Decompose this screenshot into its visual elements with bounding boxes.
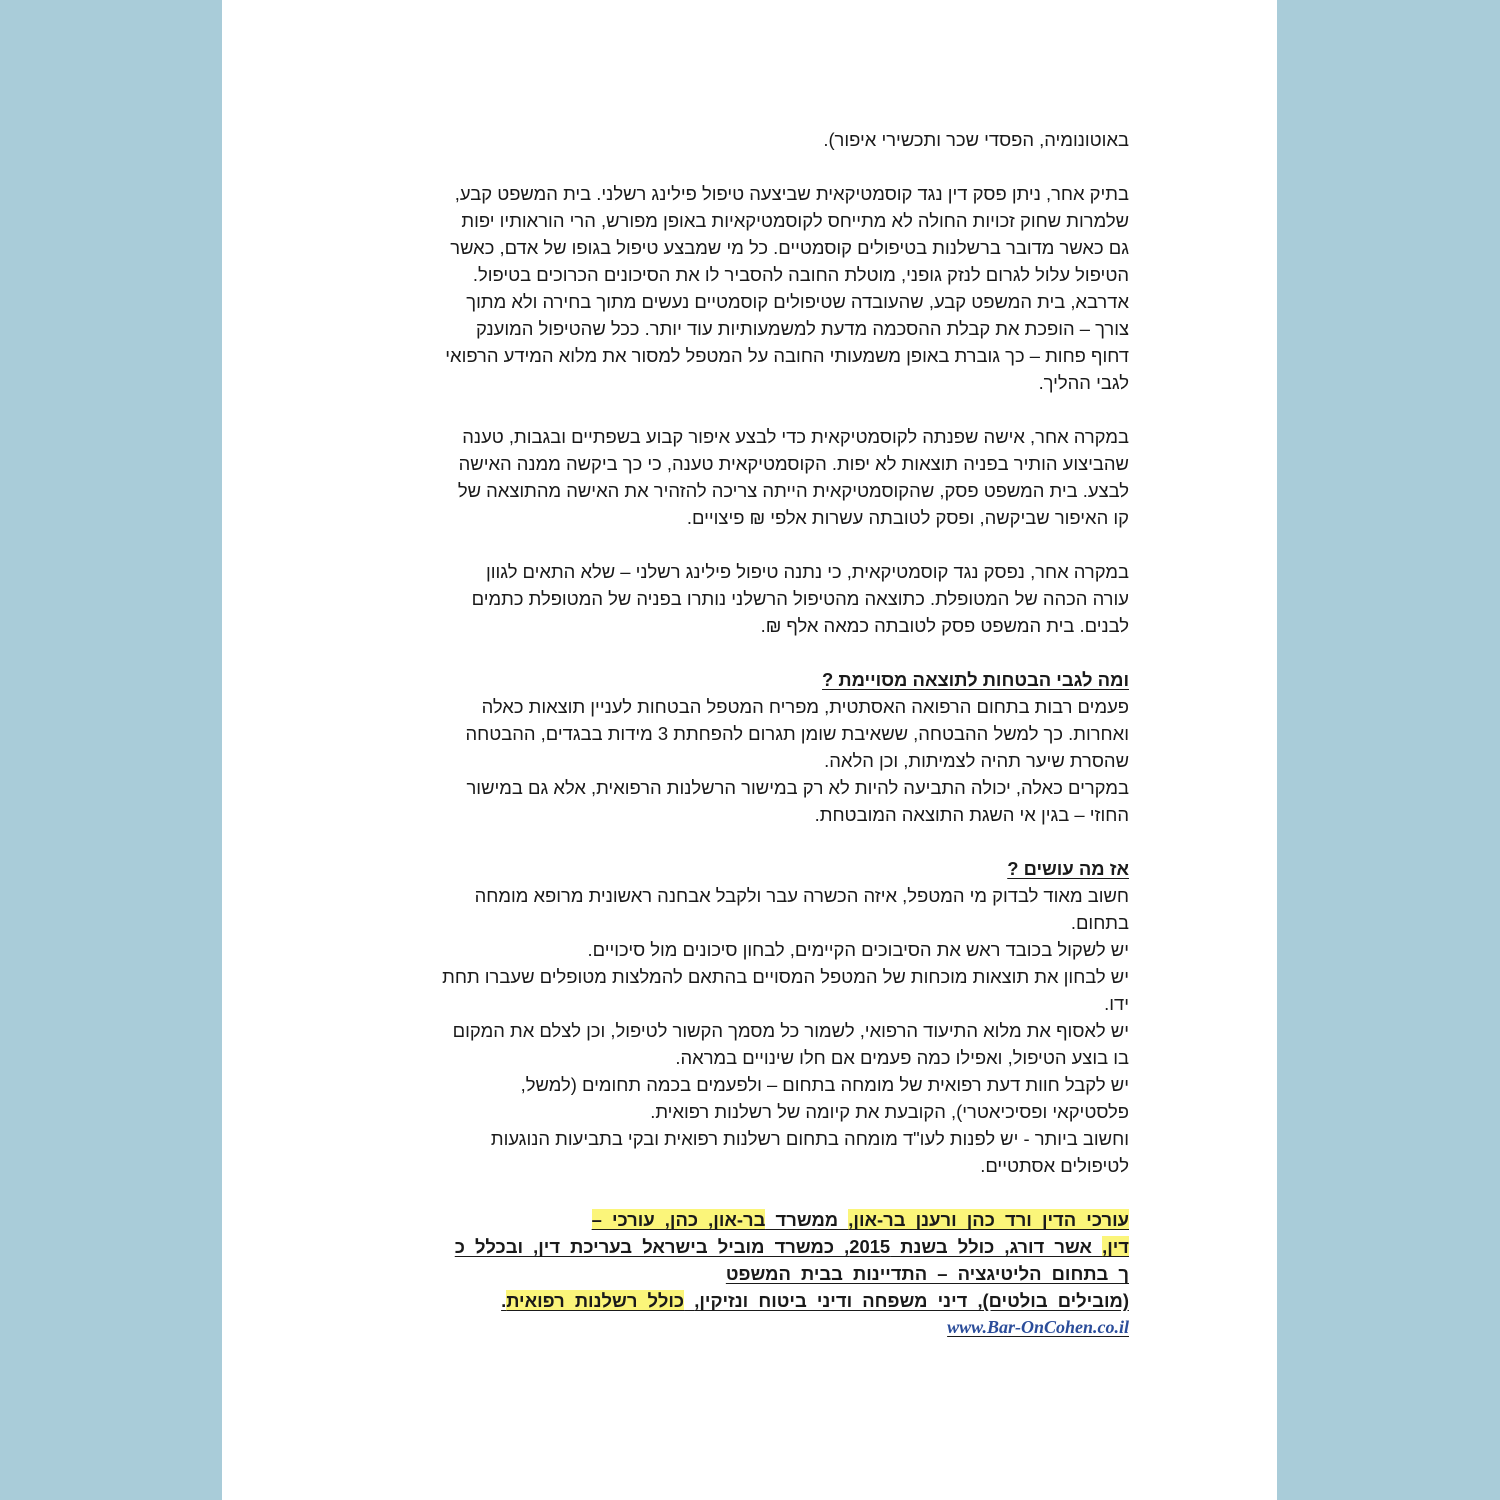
text-line: חשוב מאוד לבדוק מי המטפל, איזה הכשרה עבר ולקבל אבחנה ראשונית מרופא מומחה: [474, 885, 1129, 906]
text-line: במקרה אחר, נפסק נגד קוסמטיקאית, כי נתנה טיפול פילינג רשלני – שלא התאים לגוון: [485, 561, 1129, 582]
makeup-case-paragraph: [369, 423, 1129, 531]
text-line: לגבי ההליך.: [1038, 372, 1129, 393]
paragraph-gap: [369, 639, 1129, 666]
firm-signature-block: [369, 1206, 1129, 1340]
paragraph-gap: [369, 531, 1129, 558]
text-line: וחשוב ביותר - יש לפנות לעו"ד מומחה בתחום רשלנות רפואית ובקי בתביעות הנוגעות: [490, 1128, 1129, 1149]
text-line: במקרה אחר, אישה שפנתה לקוסמטיקאית כדי לבצע איפור קבוע בשפתיים ובגבות, טענה: [462, 426, 1129, 447]
text-line: אדרבא, בית המשפט קבע, שהעובדה שטיפולים קוסמטיים נעשים מתוך בחירה ולא מתוך: [466, 291, 1129, 312]
text-line: יש לשקול בכובד ראש את הסיבוכים הקיימים, לבחון סיכונים מול סיכויים.: [587, 939, 1129, 960]
text-line: בתיק אחר, ניתן פסק דין נגד קוסמטיקאית שביצעה טיפול פילינג רשלני. בית המשפט קבע,: [454, 183, 1129, 204]
highlighted-text: דין,: [1102, 1236, 1129, 1257]
text-line: לבצע. בית המשפט פסק, שהקוסמטיקאית הייתה צריכה להזהיר את האישה מהתוצאה של: [457, 480, 1129, 501]
text-line: צורך – הופכת את קבלת ההסכמה מדעת למשמעותיות עוד יותר. ככל שהטיפול המוענק: [476, 318, 1129, 339]
footer-text: אשר דורג, כולל בשנת 2015, כמשרד מוביל בישראל בעריכת דין, ובכלל כ: [454, 1236, 1103, 1257]
article-body: [369, 126, 1129, 1340]
text-line: לטיפולים אסתטיים.: [980, 1155, 1129, 1176]
footer-text: .: [501, 1290, 507, 1311]
text-line: יש לקבל חוות דעת רפואית של מומחה בתחום – ולפעמים בכמה תחומים (למשל,: [520, 1074, 1129, 1095]
firm-website-link[interactable]: www.Bar-OnCohen.co.il: [947, 1317, 1129, 1337]
intro-paragraph: [369, 126, 1129, 153]
text-line: דחוף פחות – כך גוברת באופן משמעותי החובה על המטפל למסור את מלוא המידע הרפואי: [445, 345, 1129, 366]
footer-text: (מובילים בולטים), דיני משפחה ודיני ביטוח ונזיקין,: [694, 1290, 1129, 1311]
text-line: באוטונומיה, הפסדי שכר ותכשירי איפור).: [823, 129, 1129, 150]
text-line: פלסטיקאי ופסיכיאטרי), הקובעת את קיומה של רשלנות רפואית.: [650, 1101, 1129, 1122]
footer-line: ך בתחום הליטיגציה – התדיינות בבית המשפט: [725, 1263, 1129, 1284]
text-line: שהביצוע הותיר בפניה תוצאות לא יפות. הקוסמטיקאית טענה, כי כך ביקשה ממנה האישה: [458, 453, 1129, 474]
text-line: הטיפול עלול לגרום לנזק גופני, מוטלת החובה להסביר לו את הסיכונים הכרוכים בטיפול.: [472, 264, 1129, 285]
highlighted-text: בר-און, כהן, עורכי –: [591, 1209, 766, 1230]
footer-line: [369, 1206, 1129, 1233]
text-line: פעמים רבות בתחום הרפואה האסתטית, מפריח המטפל הבטחות לעניין תוצאות כאלה: [481, 696, 1129, 717]
what-to-do-section: [369, 855, 1129, 1179]
text-line: ידו.: [1104, 993, 1129, 1014]
highlighted-text: עורכי הדין ורד כהן ורענן בר-און,: [848, 1209, 1129, 1230]
text-line: שלמרות שחוק זכויות החולה לא מתייחס לקוסמטיקאיות באופן מפורש, הרי הוראותיו יפות: [461, 210, 1129, 231]
footer-text: ממשרד: [765, 1209, 849, 1230]
footer-line: [369, 1233, 1129, 1260]
document-page: [222, 0, 1277, 1500]
peeling-case-paragraph: [369, 180, 1129, 396]
paragraph-gap: [369, 153, 1129, 180]
text-line: במקרים כאלה, יכולה התביעה להיות לא רק במישור הרשלנות הרפואית, אלא גם במישור: [466, 777, 1129, 798]
text-line: החוזי – בגין אי השגת התוצאה המובטחת.: [814, 804, 1129, 825]
skin-tone-case-paragraph: [369, 558, 1129, 639]
guarantee-section: [369, 666, 1129, 828]
text-line: בתחום.: [1070, 912, 1129, 933]
text-line: עורה הכהה של המטופלת. כתוצאה מהטיפול הרשלני נותרו בפניה של המטופלת כתמים: [471, 588, 1129, 609]
text-line: יש לאסוף את מלוא התיעוד הרפואי, לשמור כל מסמך הקשור לטיפול, וכן לצלם את המקום: [452, 1020, 1129, 1041]
paragraph-gap: [369, 396, 1129, 423]
footer-line: [369, 1287, 1129, 1314]
section-heading: אז מה עושים ?: [1007, 858, 1129, 879]
highlighted-text: כולל רשלנות רפואית: [506, 1290, 685, 1311]
text-line: קו האיפור שביקשה, ופסק לטובתה עשרות אלפי ₪ פיצויים.: [686, 507, 1129, 528]
text-line: שהסרת שיער תהיה לצמיתות, וכן הלאה.: [824, 750, 1129, 771]
paragraph-gap: [369, 828, 1129, 855]
text-line: בו בוצע הטיפול, ואפילו כמה פעמים אם חלו שינויים במראה.: [675, 1047, 1129, 1068]
text-line: ואחרות. כך למשל ההבטחה, ששאיבת שומן תגרום להפחתת 3 מידות בבגדים, ההבטחה: [465, 723, 1129, 744]
section-heading: ומה לגבי הבטחות לתוצאה מסויימת ?: [822, 669, 1129, 690]
paragraph-gap: [369, 1179, 1129, 1206]
text-line: גם כאשר מדובר ברשלנות בטיפולים קוסמטיים. כל מי שמבצע טיפול בגופו של אדם, כאשר: [450, 237, 1129, 258]
text-line: לבנים. בית המשפט פסק לטובתה כמאה אלף ₪.: [760, 615, 1129, 636]
text-line: יש לבחון את תוצאות מוכחות של המטפל המסויים בהתאם להמלצות מטופלים שעברו תחת: [442, 966, 1129, 987]
